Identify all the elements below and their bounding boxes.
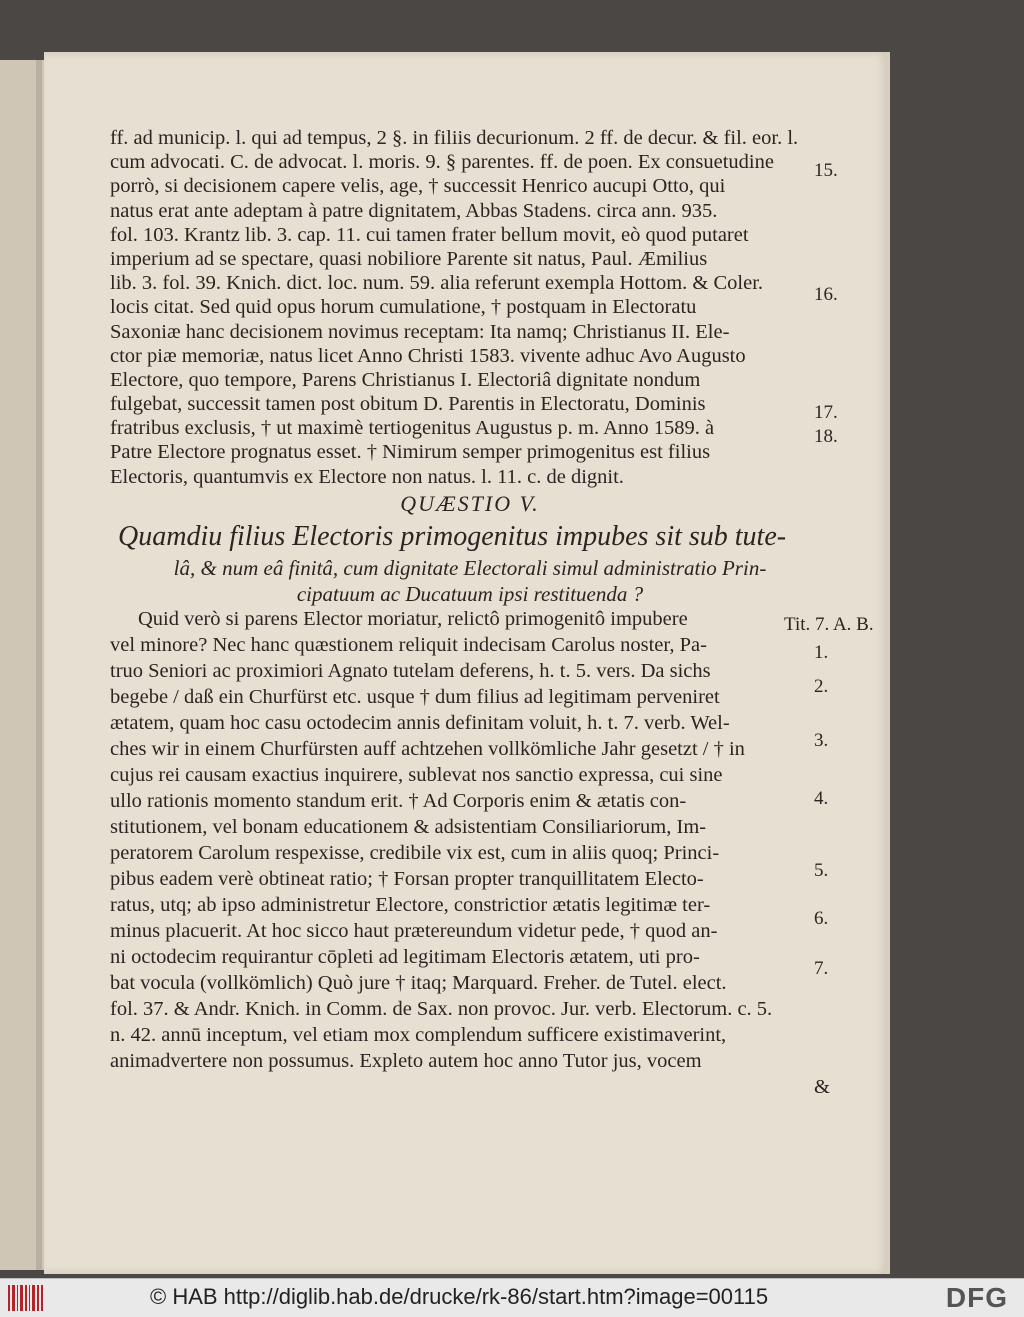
text-line: ctor piæ memoriæ, natus licet Anno Christi 1583. vivente adhuc Avo Augusto	[110, 344, 746, 367]
margin-note: 17.	[814, 402, 838, 423]
text-line: begebe / daß ein Churfürst etc. usque † dum filius ad legitimam perveniret	[110, 685, 720, 708]
text-line: fol. 37. & Andr. Knich. in Comm. de Sax. non provoc. Jur. verb. Electorum. c. 5.	[110, 997, 773, 1020]
page-body	[110, 126, 830, 1099]
text-line: cum advocati. C. de advocat. l. moris. 9. § parentes. ff. de poen. Ex consuetudine	[110, 151, 774, 174]
question-title: lâ, & num eâ finitâ, cum dignitate Electorali simul administratio Prin-	[173, 555, 767, 580]
margin-note: 15.	[814, 160, 838, 181]
text-line: stitutionem, vel bonam educationem & adsistentiam Consiliariorum, Im-	[110, 815, 707, 838]
text-line: ratus, utq; ab ipso administretur Electore, constrictior ætatis legitimæ ter-	[110, 893, 711, 916]
text-line: bat vocula (vollkömlich) Quò jure † itaq; Marquard. Freher. de Tutel. elect.	[110, 971, 727, 994]
text-line: minus placuerit. At hoc sicco haut prætereundum videtur pede, † quod an-	[110, 919, 718, 942]
text-line: Quid verò si parens Elector moriatur, relictô primogenitô impubere	[138, 607, 688, 630]
text-line: pibus eadem verè obtineat ratio; † Forsan propter tranquillitatem Electo-	[110, 867, 704, 890]
text-line: ches wir in einem Churfürsten auff achtzehen vollkömliche Jahr gesetzt / † in	[110, 737, 745, 760]
text-line: truo Seniori ac proximiori Agnato tutelam deferens, h. t. 5. vers. Da sichs	[110, 659, 711, 682]
text-line: locis citat. Sed quid opus horum cumulatione, † postquam in Electoratu	[110, 296, 697, 319]
text-line: ff. ad municip. l. qui ad tempus, 2 §. in filiis decurionum. 2 ff. de decur. & fil. eor. l.	[110, 127, 799, 149]
question-title: Quamdiu filius Electoris primogenitus impubes sit sub tute-	[118, 520, 787, 552]
margin-note: Tit. 7. A. B.	[784, 614, 874, 635]
text-line: fratribus exclusis, † ut maximè tertiogenitus Augustus p. m. Anno 1589. à	[110, 417, 715, 440]
text-line: Patre Electore prognatus esset. † Nimirum semper primogenitus est filius	[110, 441, 711, 464]
text-line: cujus rei causam exactius inquirere, sublevat nos sanctio expressa, cui sine	[110, 763, 723, 786]
text-line: imperium ad se spectare, quasi nobiliore Parente sit natus, Paul. Æmilius	[110, 247, 708, 270]
text-line: animadvertere non possumus. Expleto autem hoc anno Tutor jus, vocem	[110, 1049, 702, 1072]
facing-page-edge	[0, 60, 46, 1270]
book-page	[44, 52, 890, 1274]
text-line: ni octodecim requirantur cōpleti ad legitimam Electoris ætatem, uti pro-	[110, 945, 700, 968]
viewer-footer	[0, 1278, 1024, 1317]
dfg-logo: DFG	[945, 1282, 1008, 1313]
text-line: lib. 3. fol. 39. Knich. dict. loc. num. 59. alia referunt exempla Hottom. & Coler.	[110, 272, 764, 295]
text-line: porrò, si decisionem capere velis, age, † successit Henrico aucupi Otto, qui	[110, 175, 726, 198]
barcode-icon	[8, 1285, 46, 1311]
text-line: Electoris, quantumvis ex Electore non natus. l. 11. c. de dignit.	[110, 465, 624, 488]
text-line: Saxoniæ hanc decisionem novimus receptam: Ita namq; Christianus II. Ele-	[110, 320, 730, 343]
text-line: Electore, quo tempore, Parens Christianus I. Electoriâ dignitate nondum	[110, 368, 701, 391]
question-title: cipatuum ac Ducatuum ipsi restituenda ?	[296, 581, 644, 606]
margin-note: 1.	[814, 642, 829, 663]
margin-note: 18.	[814, 426, 838, 447]
margin-note: 7.	[814, 958, 829, 979]
margin-note: 4.	[814, 788, 829, 809]
text-line: vel minore? Nec hanc quæstionem reliquit indecisam Carolus noster, Pa-	[110, 633, 707, 656]
margin-note: 5.	[814, 860, 829, 881]
section-heading: QUÆSTIO V.	[400, 490, 540, 516]
text-line: fol. 103. Krantz lib. 3. cap. 11. cui tamen frater bellum movit, eò quod putaret	[110, 223, 749, 246]
text-line: ætatem, quam hoc casu octodecim annis definitam voluit, h. t. 7. verb. Wel-	[110, 711, 730, 734]
text-line: peratorem Carolum respexisse, credibile vix est, cum in aliis quoq; Princi-	[110, 841, 720, 864]
catchword: &	[814, 1075, 830, 1098]
copyright-link[interactable]: © HAB http://diglib.hab.de/drucke/rk-86/start.htm?image=00115	[150, 1284, 769, 1309]
text-line: n. 42. annū inceptum, vel etiam mox complendum sufficere existimaverint,	[110, 1023, 727, 1046]
text-line: ullo rationis momento standum erit. † Ad Corporis enim & ætatis con-	[110, 789, 687, 812]
text-line: fulgebat, successit tamen post obitum D. Parentis in Electoratu, Dominis	[110, 393, 706, 416]
margin-note: 16.	[814, 284, 838, 305]
margin-note: 3.	[814, 730, 829, 751]
margin-note: 2.	[814, 676, 829, 697]
text-line: natus erat ante adeptam à patre dignitatem, Abbas Stadens. circa ann. 935.	[110, 199, 718, 222]
margin-note: 6.	[814, 908, 829, 929]
